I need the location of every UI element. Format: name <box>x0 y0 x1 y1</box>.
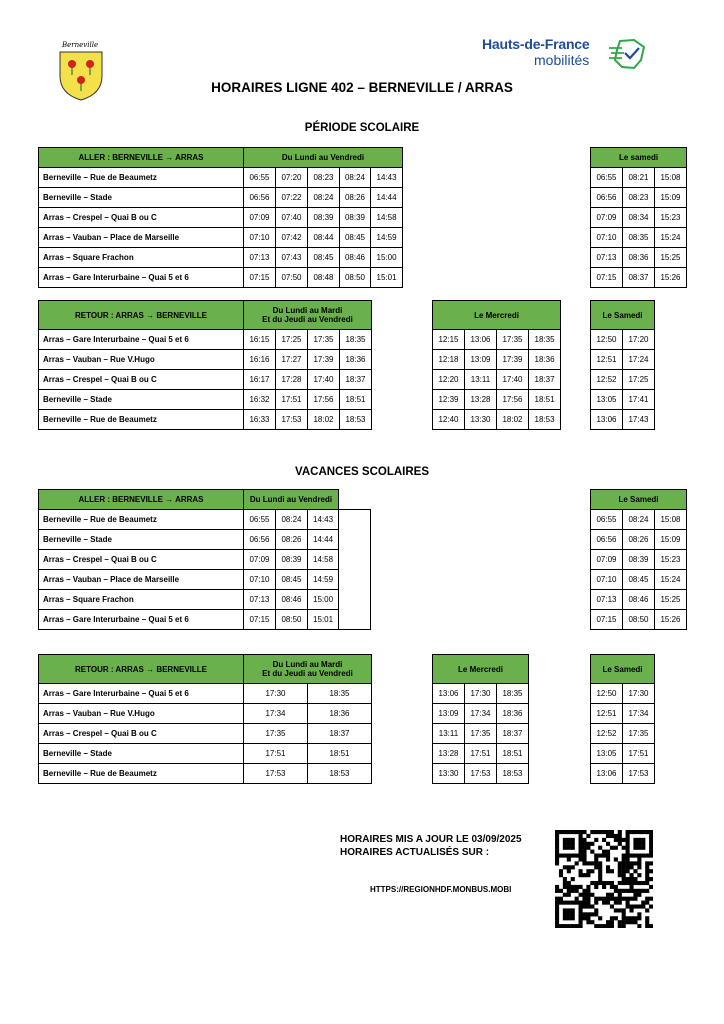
footer-actualised-line: HORAIRES ACTUALISÉS SUR : <box>340 847 490 858</box>
time-cell: 18:53 <box>529 410 561 430</box>
time-cell: 18:53 <box>340 410 372 430</box>
time-cell: 15:09 <box>655 530 687 550</box>
time-cell: 17:35 <box>244 724 308 744</box>
empty-cell <box>339 590 371 610</box>
time-cell: 08:24 <box>340 168 371 188</box>
stop-name: Berneville – Stade <box>39 188 244 208</box>
time-cell: 08:48 <box>308 268 340 288</box>
time-cell: 12:40 <box>433 410 465 430</box>
time-cell: 13:09 <box>433 704 465 724</box>
wednesday-header: Le Mercredi <box>433 301 561 330</box>
time-cell: 07:10 <box>244 570 276 590</box>
table-row <box>591 410 655 430</box>
table-row <box>39 590 371 610</box>
time-cell: 17:43 <box>623 410 655 430</box>
time-cell: 14:58 <box>371 208 403 228</box>
time-cell: 06:55 <box>591 510 623 530</box>
time-cell: 07:13 <box>591 590 623 610</box>
table-row <box>433 724 529 744</box>
time-cell: 08:26 <box>276 530 308 550</box>
saturday-header: Le Samedi <box>591 301 655 330</box>
time-cell: 17:35 <box>497 330 529 350</box>
time-cell: 08:21 <box>623 168 655 188</box>
time-cell: 06:55 <box>591 168 623 188</box>
time-cell: 12:20 <box>433 370 465 390</box>
table-row <box>39 510 371 530</box>
time-cell: 13:11 <box>465 370 497 390</box>
qr-code-icon[interactable] <box>555 830 653 928</box>
time-cell: 14:43 <box>308 510 339 530</box>
table-row <box>39 530 371 550</box>
time-cell: 13:05 <box>591 390 623 410</box>
time-cell: 08:45 <box>276 570 308 590</box>
time-cell: 06:55 <box>244 510 276 530</box>
time-cell: 07:15 <box>591 268 623 288</box>
weekday-header-line1: Du Lundi au Mardi <box>272 306 343 315</box>
table-row <box>591 530 687 550</box>
time-cell: 17:20 <box>623 330 655 350</box>
time-cell: 13:30 <box>433 764 465 784</box>
time-cell: 17:34 <box>465 704 497 724</box>
time-cell: 08:50 <box>623 610 655 630</box>
table-row <box>39 684 372 704</box>
footer-updated-line: HORAIRES MIS A JOUR LE 03/09/2025 <box>340 834 522 845</box>
time-cell: 16:32 <box>244 390 276 410</box>
time-cell: 07:13 <box>244 590 276 610</box>
table-row <box>39 390 372 410</box>
stop-name: Berneville – Stade <box>39 530 244 550</box>
table-row <box>591 764 655 784</box>
table-row <box>433 410 561 430</box>
time-cell: 15:25 <box>655 248 687 268</box>
time-cell: 17:56 <box>497 390 529 410</box>
time-cell: 17:51 <box>276 390 308 410</box>
time-cell: 14:58 <box>308 550 339 570</box>
stop-name: Arras – Vauban – Rue V.Hugo <box>39 350 244 370</box>
time-cell: 17:35 <box>623 724 655 744</box>
time-cell: 08:39 <box>623 550 655 570</box>
table-row <box>39 410 372 430</box>
time-cell: 17:30 <box>465 684 497 704</box>
time-cell: 07:09 <box>591 550 623 570</box>
time-cell: 18:02 <box>308 410 340 430</box>
table-row <box>591 350 655 370</box>
empty-cell <box>339 570 371 590</box>
stop-name: Berneville – Rue de Beaumetz <box>39 168 244 188</box>
time-cell: 17:51 <box>244 744 308 764</box>
time-cell: 07:15 <box>244 268 276 288</box>
table-row <box>591 208 687 228</box>
time-cell: 08:45 <box>340 228 371 248</box>
time-cell: 13:06 <box>591 764 623 784</box>
time-cell: 08:24 <box>308 188 340 208</box>
empty-cell <box>339 610 371 630</box>
time-cell: 18:37 <box>340 370 372 390</box>
time-cell: 08:46 <box>276 590 308 610</box>
stop-name: Arras – Vauban – Place de Marseille <box>39 570 244 590</box>
time-cell: 07:40 <box>276 208 308 228</box>
table-row <box>591 744 655 764</box>
time-cell: 08:26 <box>623 530 655 550</box>
brand-name: Hauts-de-France <box>482 36 590 52</box>
table-row <box>433 370 561 390</box>
table-row <box>591 684 655 704</box>
footer-update-info <box>340 833 522 859</box>
time-cell: 17:30 <box>623 684 655 704</box>
time-cell: 18:53 <box>308 764 372 784</box>
time-cell: 17:30 <box>244 684 308 704</box>
time-cell: 12:52 <box>591 724 623 744</box>
time-cell: 18:35 <box>497 684 529 704</box>
time-cell: 18:37 <box>529 370 561 390</box>
time-cell: 17:51 <box>465 744 497 764</box>
time-cell: 17:51 <box>623 744 655 764</box>
time-cell: 18:53 <box>497 764 529 784</box>
periode-retour-weekday-table <box>38 300 372 430</box>
table-row <box>591 268 687 288</box>
time-cell: 18:35 <box>340 330 372 350</box>
time-cell: 18:51 <box>308 744 372 764</box>
time-cell: 18:35 <box>529 330 561 350</box>
saturday-header: Le Samedi <box>591 655 655 684</box>
stop-name: Berneville – Rue de Beaumetz <box>39 410 244 430</box>
stop-name: Arras – Square Frachon <box>39 248 244 268</box>
table-row <box>591 550 687 570</box>
table-row <box>39 248 403 268</box>
empty-cell <box>339 510 371 530</box>
time-cell: 17:39 <box>308 350 340 370</box>
time-cell: 12:52 <box>591 370 623 390</box>
time-cell: 07:43 <box>276 248 308 268</box>
section-title-periode-scolaire: PÉRIODE SCOLAIRE <box>304 122 420 134</box>
time-cell: 13:06 <box>465 330 497 350</box>
periode-retour-saturday-table <box>590 300 655 430</box>
table-row <box>433 390 561 410</box>
time-cell: 12:51 <box>591 350 623 370</box>
table-row <box>39 370 372 390</box>
time-cell: 17:56 <box>308 390 340 410</box>
time-cell: 17:28 <box>276 370 308 390</box>
table-row <box>591 570 687 590</box>
time-cell: 17:39 <box>497 350 529 370</box>
time-cell: 13:09 <box>465 350 497 370</box>
time-cell: 07:10 <box>591 228 623 248</box>
time-cell: 08:46 <box>623 590 655 610</box>
table-row <box>39 610 371 630</box>
time-cell: 08:37 <box>623 268 655 288</box>
table-row <box>591 168 687 188</box>
saturday-header: Le samedi <box>591 148 687 168</box>
time-cell: 08:23 <box>308 168 340 188</box>
table-row <box>39 724 372 744</box>
direction-header: ALLER : BERNEVILLE → ARRAS <box>39 148 244 168</box>
time-cell: 08:39 <box>276 550 308 570</box>
time-cell: 18:37 <box>308 724 372 744</box>
weekday-header <box>244 301 372 330</box>
table-row <box>591 330 655 350</box>
time-cell: 07:09 <box>244 550 276 570</box>
time-cell: 13:28 <box>465 390 497 410</box>
stop-name: Arras – Crespel – Quai B ou C <box>39 370 244 390</box>
time-cell: 16:17 <box>244 370 276 390</box>
stop-name: Arras – Crespel – Quai B ou C <box>39 550 244 570</box>
wednesday-header: Le Mercredi <box>433 655 529 684</box>
time-cell: 13:06 <box>591 410 623 430</box>
table-row <box>39 550 371 570</box>
table-row <box>433 350 561 370</box>
crest-caption: Berneville <box>62 41 99 49</box>
time-cell: 08:46 <box>340 248 371 268</box>
table-row <box>433 704 529 724</box>
table-row <box>433 684 529 704</box>
time-cell: 07:20 <box>276 168 308 188</box>
empty-cell <box>339 550 371 570</box>
time-cell: 18:51 <box>340 390 372 410</box>
stop-name: Arras – Vauban – Rue V.Hugo <box>39 704 244 724</box>
stop-name: Berneville – Stade <box>39 390 244 410</box>
hauts-de-france-mobilites-logo <box>482 34 672 78</box>
time-cell: 17:27 <box>276 350 308 370</box>
time-cell: 17:35 <box>308 330 340 350</box>
time-cell: 18:36 <box>529 350 561 370</box>
time-cell: 18:51 <box>497 744 529 764</box>
time-cell: 08:39 <box>308 208 340 228</box>
time-cell: 15:08 <box>655 510 687 530</box>
table-row <box>591 248 687 268</box>
table-row <box>591 370 655 390</box>
periode-retour-wednesday-table <box>432 300 561 430</box>
stop-name: Arras – Crespel – Quai B ou C <box>39 724 244 744</box>
time-cell: 08:24 <box>623 510 655 530</box>
table-row <box>39 764 372 784</box>
time-cell: 08:24 <box>276 510 308 530</box>
table-row <box>591 510 687 530</box>
time-cell: 15:25 <box>655 590 687 610</box>
time-cell: 14:43 <box>371 168 403 188</box>
weekday-header-line2: Et du Jeudi au Vendredi <box>262 669 353 678</box>
section-title-vacances-scolaires: VACANCES SCOLAIRES <box>295 466 429 478</box>
time-cell: 17:53 <box>623 764 655 784</box>
vacances-retour-wednesday-table <box>432 654 529 784</box>
direction-header: ALLER : BERNEVILLE → ARRAS <box>39 490 244 510</box>
stop-name: Arras – Gare Interurbaine – Quai 5 et 6 <box>39 610 244 630</box>
time-cell: 08:39 <box>340 208 371 228</box>
time-cell: 08:26 <box>340 188 371 208</box>
weekday-header <box>244 655 372 684</box>
time-cell: 17:53 <box>465 764 497 784</box>
table-row <box>39 208 403 228</box>
time-cell: 18:35 <box>308 684 372 704</box>
time-cell: 12:50 <box>591 330 623 350</box>
table-row <box>39 330 372 350</box>
table-row <box>591 704 655 724</box>
table-row <box>591 590 687 610</box>
time-cell: 13:05 <box>591 744 623 764</box>
time-cell: 15:08 <box>655 168 687 188</box>
page-title: HORAIRES LIGNE 402 – BERNEVILLE / ARRAS <box>211 80 513 95</box>
time-cell: 15:26 <box>655 268 687 288</box>
table-row <box>433 744 529 764</box>
table-row <box>433 764 529 784</box>
time-cell: 06:55 <box>244 168 276 188</box>
table-row <box>591 188 687 208</box>
table-row <box>433 330 561 350</box>
weekday-header: Du Lundi au Vendredi <box>244 148 403 168</box>
time-cell: 12:51 <box>591 704 623 724</box>
time-cell: 08:36 <box>623 248 655 268</box>
time-cell: 13:28 <box>433 744 465 764</box>
time-cell: 17:24 <box>623 350 655 370</box>
time-cell: 18:36 <box>308 704 372 724</box>
time-cell: 17:40 <box>308 370 340 390</box>
time-cell: 08:45 <box>308 248 340 268</box>
time-cell: 16:16 <box>244 350 276 370</box>
time-cell: 07:09 <box>591 208 623 228</box>
time-cell: 16:15 <box>244 330 276 350</box>
stop-name: Berneville – Rue de Beaumetz <box>39 764 244 784</box>
table-row <box>39 744 372 764</box>
table-row <box>591 390 655 410</box>
time-cell: 12:50 <box>591 684 623 704</box>
direction-header: RETOUR : ARRAS → BERNEVILLE <box>39 655 244 684</box>
weekday-header: Du Lundi au Vendredi <box>244 490 339 510</box>
time-cell: 15:26 <box>655 610 687 630</box>
time-cell: 13:06 <box>433 684 465 704</box>
time-cell: 17:34 <box>623 704 655 724</box>
stop-name: Arras – Gare Interurbaine – Quai 5 et 6 <box>39 330 244 350</box>
time-cell: 17:34 <box>244 704 308 724</box>
stop-name: Arras – Square Frachon <box>39 590 244 610</box>
time-cell: 06:56 <box>591 188 623 208</box>
time-cell: 06:56 <box>244 530 276 550</box>
table-row <box>39 188 403 208</box>
table-row <box>39 350 372 370</box>
periode-aller-saturday-table <box>590 147 687 288</box>
time-cell: 14:59 <box>371 228 403 248</box>
time-cell: 12:15 <box>433 330 465 350</box>
stop-name: Arras – Crespel – Quai B ou C <box>39 208 244 228</box>
time-cell: 18:02 <box>497 410 529 430</box>
vacances-retour-saturday-table <box>590 654 655 784</box>
time-cell: 15:23 <box>655 550 687 570</box>
time-cell: 18:36 <box>340 350 372 370</box>
time-cell: 13:30 <box>465 410 497 430</box>
time-cell: 07:42 <box>276 228 308 248</box>
empty-cell <box>339 530 371 550</box>
time-cell: 07:13 <box>244 248 276 268</box>
time-cell: 06:56 <box>591 530 623 550</box>
table-row <box>591 610 687 630</box>
time-cell: 15:01 <box>308 610 339 630</box>
saturday-header: Le Samedi <box>591 490 687 510</box>
vacances-retour-weekday-table <box>38 654 372 784</box>
time-cell: 07:15 <box>591 610 623 630</box>
weekday-header-line2: Et du Jeudi au Vendredi <box>262 315 353 324</box>
time-cell: 08:50 <box>340 268 371 288</box>
time-cell: 18:51 <box>529 390 561 410</box>
stop-name: Arras – Gare Interurbaine – Quai 5 et 6 <box>39 268 244 288</box>
time-cell: 15:24 <box>655 570 687 590</box>
time-cell: 07:13 <box>591 248 623 268</box>
time-cell: 15:24 <box>655 228 687 248</box>
periode-aller-weekday-table <box>38 147 403 288</box>
time-cell: 08:35 <box>623 228 655 248</box>
time-cell: 07:15 <box>244 610 276 630</box>
time-cell: 15:00 <box>308 590 339 610</box>
direction-header: RETOUR : ARRAS → BERNEVILLE <box>39 301 244 330</box>
time-cell: 07:10 <box>591 570 623 590</box>
vacances-aller-saturday-table <box>590 489 687 630</box>
time-cell: 15:00 <box>371 248 403 268</box>
time-cell: 14:44 <box>308 530 339 550</box>
time-cell: 14:44 <box>371 188 403 208</box>
table-row <box>591 228 687 248</box>
time-cell: 17:41 <box>623 390 655 410</box>
stop-name: Berneville – Stade <box>39 744 244 764</box>
table-row <box>39 268 403 288</box>
time-cell: 12:18 <box>433 350 465 370</box>
time-cell: 16:33 <box>244 410 276 430</box>
time-cell: 18:37 <box>497 724 529 744</box>
table-row <box>39 228 403 248</box>
time-cell: 12:39 <box>433 390 465 410</box>
time-cell: 17:53 <box>276 410 308 430</box>
time-cell: 13:11 <box>433 724 465 744</box>
stop-name: Arras – Vauban – Place de Marseille <box>39 228 244 248</box>
time-cell: 08:50 <box>276 610 308 630</box>
time-cell: 15:23 <box>655 208 687 228</box>
time-cell: 07:22 <box>276 188 308 208</box>
time-cell: 15:09 <box>655 188 687 208</box>
footer-url-link[interactable]: HTTPS://REGIONHDF.MONBUS.MOBI <box>370 885 512 894</box>
table-row <box>39 570 371 590</box>
time-cell: 06:56 <box>244 188 276 208</box>
table-row <box>591 724 655 744</box>
time-cell: 07:10 <box>244 228 276 248</box>
time-cell: 08:45 <box>623 570 655 590</box>
brand-subname: mobilités <box>534 52 590 68</box>
time-cell: 08:44 <box>308 228 340 248</box>
time-cell: 08:23 <box>623 188 655 208</box>
vacances-aller-weekday-table <box>38 489 371 630</box>
table-row <box>39 168 403 188</box>
time-cell: 15:01 <box>371 268 403 288</box>
time-cell: 07:09 <box>244 208 276 228</box>
time-cell: 17:25 <box>276 330 308 350</box>
stop-name: Arras – Gare Interurbaine – Quai 5 et 6 <box>39 684 244 704</box>
time-cell: 17:53 <box>244 764 308 784</box>
time-cell: 17:40 <box>497 370 529 390</box>
time-cell: 17:35 <box>465 724 497 744</box>
time-cell: 07:50 <box>276 268 308 288</box>
weekday-header-line1: Du Lundi au Mardi <box>272 660 343 669</box>
time-cell: 17:25 <box>623 370 655 390</box>
time-cell: 14:59 <box>308 570 339 590</box>
time-cell: 08:34 <box>623 208 655 228</box>
stop-name: Berneville – Rue de Beaumetz <box>39 510 244 530</box>
table-row <box>39 704 372 724</box>
time-cell: 18:36 <box>497 704 529 724</box>
france-map-icon <box>608 38 648 70</box>
